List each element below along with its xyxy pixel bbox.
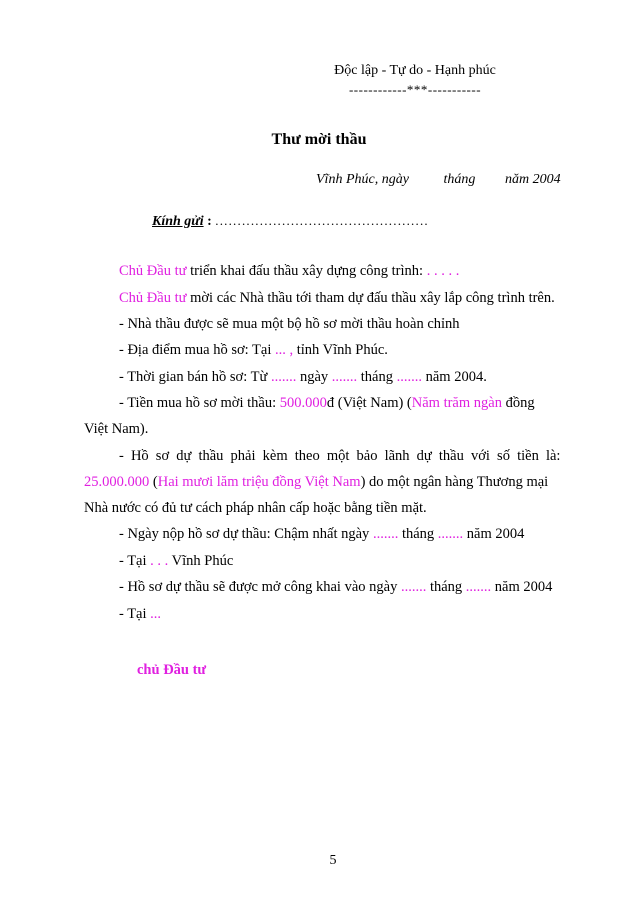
paragraph-line-4	[119, 342, 388, 359]
placeholder-dots: .......	[331, 369, 358, 385]
line-text: - Địa điểm mua hồ sơ: Tại	[119, 342, 275, 358]
placeholder-dots: .......	[270, 369, 297, 385]
greeting-dots: ................................................	[215, 213, 429, 228]
fee-text	[119, 395, 535, 412]
header-separator: ------------***-----------	[348, 82, 482, 97]
paragraph-line-9: Nhà nước có đủ tư cách pháp nhân cấp hoặc bằng tiền mặt.	[84, 500, 427, 516]
placeholder-dots: ...	[150, 606, 162, 622]
fee-amount-words: Năm trăm ngàn	[411, 395, 502, 411]
line-text: - Ngày nộp hồ sơ dự thầu: Chậm nhất ngày	[119, 526, 373, 542]
line-text: tháng	[357, 369, 397, 385]
greeting-colon: :	[203, 214, 216, 229]
paragraph-line-2	[119, 290, 555, 307]
paragraph-line-10	[119, 526, 524, 543]
page-number: 5	[329, 853, 337, 868]
signature: chủ Đầu tư	[137, 662, 207, 678]
line-text: tỉnh Vĩnh Phúc.	[293, 342, 388, 358]
dateline	[316, 172, 561, 188]
line-text: đ (Việt Nam) (	[326, 395, 412, 411]
paragraph-line-6	[119, 395, 577, 412]
line-text: năm 2004	[491, 579, 553, 595]
line-text: - Thời gian bán hồ sơ: Từ	[119, 369, 271, 385]
paragraph-line-6b: Việt Nam).	[84, 421, 149, 437]
paragraph-line-3: - Nhà thầu được sẽ mua một bộ hồ sơ mời thầu hoàn chỉnh	[119, 316, 460, 332]
placeholder-dots: . . .	[150, 553, 169, 569]
line-text: (	[149, 474, 158, 490]
line-text: tháng	[398, 526, 438, 542]
placeholder-dots: .......	[400, 579, 427, 595]
motto: Độc lập - Tự do - Hạnh phúc	[334, 63, 496, 78]
line-text: - Tại	[119, 553, 151, 569]
placeholder-dots: ... ,	[275, 342, 294, 358]
line-text: - Tiền mua hồ sơ mời thầu:	[119, 395, 280, 411]
document-title: Thư mời thầu	[271, 131, 367, 148]
line-text: - Hồ sơ dự thầu sẽ được mở công khai vào ngày	[119, 579, 401, 595]
paragraph-line-5	[119, 369, 487, 386]
paragraph-line-11	[119, 553, 233, 570]
paragraph-line-1	[119, 263, 459, 280]
placeholder-dots: .......	[396, 369, 422, 385]
dateline-month: tháng	[443, 172, 476, 187]
paragraph-line-8	[84, 474, 577, 491]
line-text: ngày	[296, 369, 332, 385]
investor-label: Chủ Đầu tư	[119, 263, 187, 279]
placeholder-dots: . . . . .	[426, 263, 460, 279]
placeholder-dots: .......	[437, 526, 464, 542]
line-text: Vĩnh Phúc	[168, 553, 234, 569]
guarantee-amount: 25.000.000	[84, 474, 150, 490]
line-text: năm 2004	[463, 526, 525, 542]
placeholder-dots: .......	[465, 579, 492, 595]
guarantee-amount-words: Hai mươi lăm triệu đồng Việt Nam	[157, 474, 361, 490]
line-text: triển khai đấu thầu xây dựng công trình:	[186, 263, 427, 279]
paragraph-line-13	[119, 606, 161, 623]
line-text: - Tại	[119, 606, 151, 622]
dateline-place: Vĩnh Phúc, ngày	[316, 172, 409, 187]
dateline-year: năm 2004	[505, 172, 561, 187]
fee-amount: 500.000	[279, 395, 327, 411]
placeholder-dots: .......	[372, 526, 399, 542]
line-text: tháng	[426, 579, 466, 595]
line-text: ) do một ngân hàng Thương mại	[360, 474, 549, 490]
greeting	[152, 213, 429, 230]
paragraph-line-7: - Hồ sơ dự thầu phải kèm theo một bảo lãnh dự thầu với số tiền là:	[119, 448, 561, 464]
line-text: mời các Nhà thầu tới tham dự đấu thầu xây lắp công trình trên.	[186, 290, 555, 306]
line-text: năm 2004.	[421, 369, 487, 385]
investor-label: Chủ Đầu tư	[119, 290, 187, 306]
greeting-label: Kính gửi	[152, 214, 204, 229]
paragraph-line-12	[119, 579, 552, 596]
line-text: đồng	[501, 395, 535, 411]
